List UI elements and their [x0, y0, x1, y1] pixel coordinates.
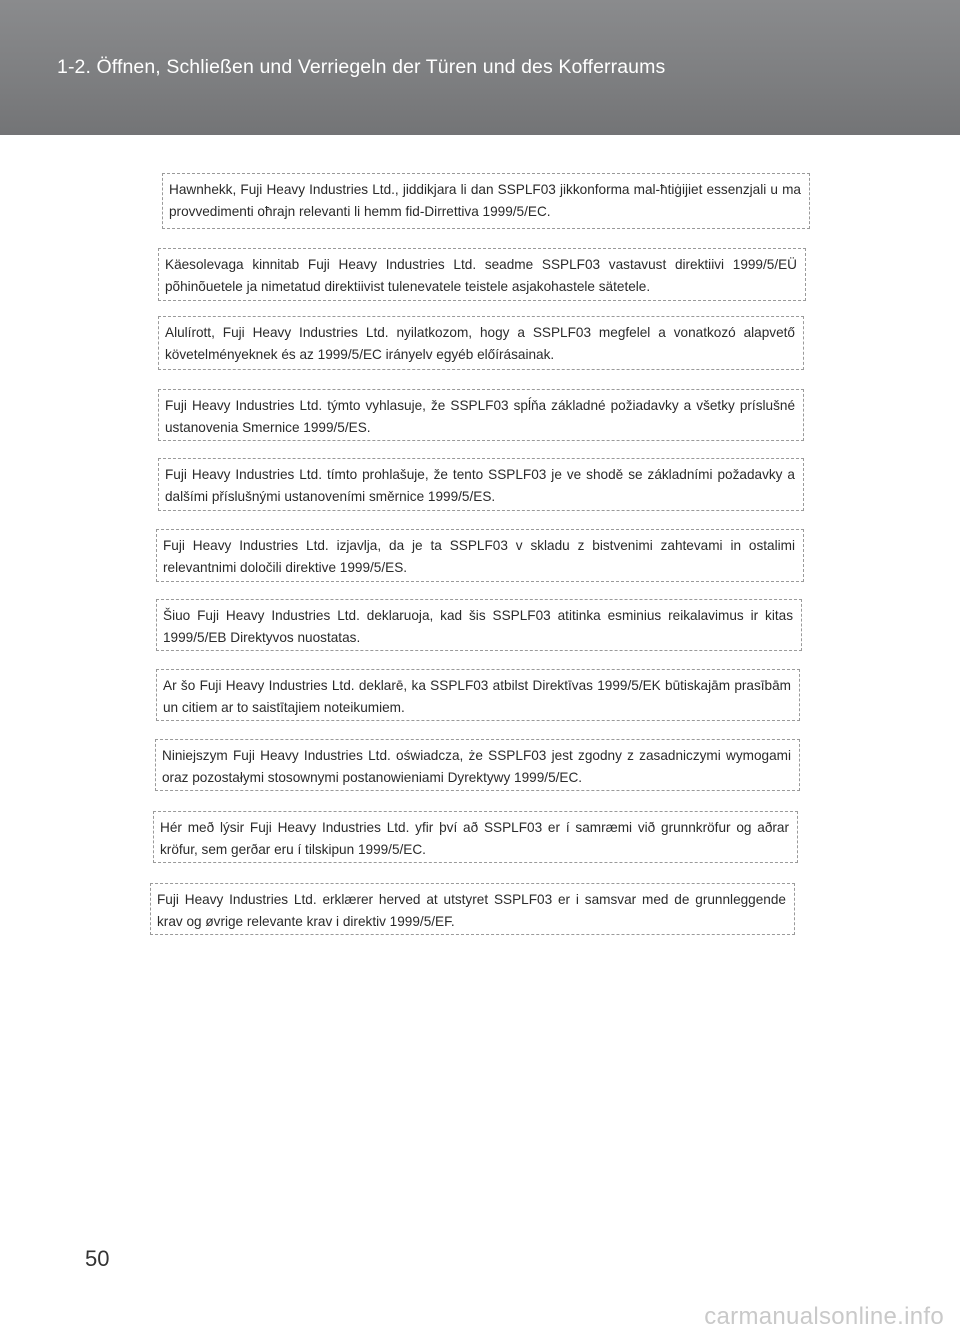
- header-bar: [0, 0, 960, 135]
- declaration-text: Šiuo Fuji Heavy Industries Ltd. deklaruoja, kad šis SSPLF03 atitinka esminius reikalavimus ir kitas 1999/5/EB Direktyvos nuostatas.: [163, 608, 793, 645]
- declaration-slovak: [158, 389, 804, 441]
- declaration-slovenian: [156, 529, 804, 582]
- declaration-text: Fuji Heavy Industries Ltd. erklærer herved at utstyret SSPLF03 er i samsvar med de grunnleggende krav og øvrige relevante krav i direktiv 1999/5/EF.: [157, 892, 786, 929]
- declaration-estonian: [158, 248, 806, 301]
- declaration-text: Hér með lýsir Fuji Heavy Industries Ltd. yfir því að SSPLF03 er í samræmi við grunnkröfur og aðrar kröfur, sem gerðar eru í tilskipun 1999/5/EC.: [160, 820, 789, 857]
- declaration-text: Ar šo Fuji Heavy Industries Ltd. deklarē, ka SSPLF03 atbilst Direktīvas 1999/5/EK būtiskajām prasībām un citiem ar to saistītajiem noteikumiem.: [163, 678, 791, 715]
- declaration-maltese: [162, 173, 810, 229]
- declaration-lithuanian: [156, 599, 802, 651]
- declaration-text: Fuji Heavy Industries Ltd. izjavlja, da je ta SSPLF03 v skladu z bistvenimi zahtevami in ostalimi relevantnimi določili direktive 1999/5/ES.: [163, 538, 795, 575]
- declaration-text: Fuji Heavy Industries Ltd. týmto vyhlasuje, že SSPLF03 spĺňa základné požiadavky a všetky príslušné ustanovenia Smernice 1999/5/ES.: [165, 398, 795, 435]
- declaration-czech: [158, 458, 804, 511]
- declaration-icelandic: [153, 811, 798, 863]
- declaration-latvian: [156, 669, 800, 721]
- watermark: carmanualsonline.info: [704, 1303, 944, 1330]
- declaration-text: Niniejszym Fuji Heavy Industries Ltd. oświadcza, że SSPLF03 jest zgodny z zasadniczymi wymogami oraz pozostałymi stosownymi postanowieniami Dyrektywy 1999/5/EC.: [162, 748, 791, 785]
- declaration-text: Hawnhekk, Fuji Heavy Industries Ltd., jiddikjara li dan SSPLF03 jikkonforma mal-ħtiġijiet essenzjali u ma provvedimenti oħrajn relevanti li hemm fid-Dirrettiva 1999/5/EC.: [169, 182, 801, 219]
- declaration-text: Alulírott, Fuji Heavy Industries Ltd. nyilatkozom, hogy a SSPLF03 megfelel a vonatkozó alapvető követelményeknek és az 1999/5/EC irányelv egyéb előírásainak.: [165, 325, 795, 362]
- page-number: 50: [85, 1246, 110, 1271]
- declaration-text: Käesolevaga kinnitab Fuji Heavy Industries Ltd. seadme SSPLF03 vastavust direktiivi 1999/5/EÜ põhinõuetele ja nimetatud direktiivist tulenevatele teistele asjakohastele sätetele.: [165, 257, 797, 294]
- declaration-norwegian: [150, 883, 795, 935]
- declaration-polish: [155, 739, 800, 791]
- declaration-hungarian: [158, 316, 804, 370]
- declaration-text: Fuji Heavy Industries Ltd. tímto prohlašuje, že tento SSPLF03 je ve shodě se základními požadavky a dalšími příslušnými ustanoveními směrnice 1999/5/ES.: [165, 467, 795, 504]
- section-title: 1-2. Öffnen, Schließen und Verriegeln der Türen und des Kofferraums: [57, 56, 666, 78]
